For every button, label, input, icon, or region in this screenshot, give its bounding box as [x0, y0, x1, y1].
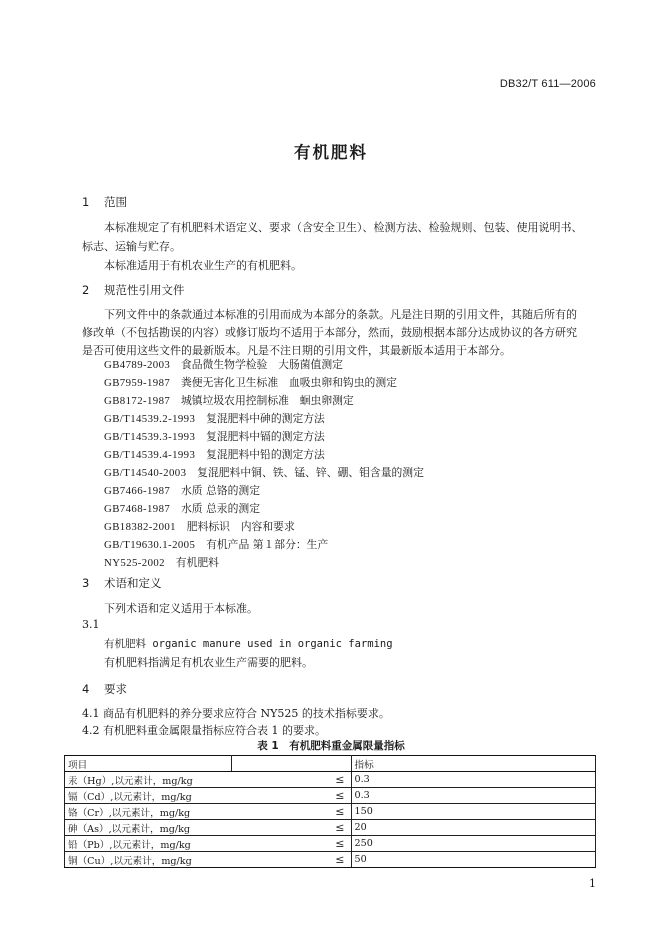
- section-1-heading: [82, 194, 127, 210]
- row-operator: ≤: [232, 804, 352, 820]
- reference-item: [104, 393, 354, 408]
- reference-code: GB/T14539.4-1993: [104, 449, 196, 461]
- reference-title: 水质 总铬的测定: [180, 484, 260, 497]
- term-definition: 有机肥料指满足有机农业生产需要的肥料。: [104, 656, 313, 669]
- section-4-heading: [82, 681, 127, 697]
- reference-item: [104, 519, 295, 534]
- row-value: 0.3: [351, 788, 596, 804]
- reference-code: GB/T14540-2003: [104, 467, 187, 479]
- row-item: 镉（Cd）,以元素计，mg/kg: [65, 788, 232, 804]
- section-number: 4: [82, 682, 90, 696]
- row-value: 50: [351, 852, 596, 868]
- section-title: 范围: [104, 195, 127, 209]
- row-operator: ≤: [232, 788, 352, 804]
- reference-title: 有机肥料: [175, 556, 219, 569]
- reference-item: [104, 375, 397, 390]
- reference-code: GB7468-1987: [104, 503, 171, 515]
- reference-title: 有机产品 第１部分：生产: [206, 538, 329, 551]
- section-2-heading: [82, 282, 185, 298]
- reference-item: [104, 501, 260, 516]
- row-item: 铬（Cr）,以元素计，mg/kg: [65, 804, 232, 820]
- term-entry: 有机肥料 organic manure used in organic farming: [104, 638, 393, 650]
- table-row: [65, 772, 596, 788]
- column-header-value: 指标: [351, 756, 596, 772]
- reference-item: [104, 357, 343, 372]
- reference-title: 城镇垃圾农用控制标准 蛔虫卵测定: [180, 394, 354, 407]
- reference-code: GB4789-2003: [104, 359, 171, 371]
- row-item: 铅（Pb）,以元素计，mg/kg: [65, 836, 232, 852]
- reference-title: 复混肥料中砷的测定方法: [206, 412, 325, 425]
- table-header-row: [65, 756, 596, 772]
- table-row: [65, 804, 596, 820]
- section-title: 术语和定义: [104, 576, 162, 590]
- reference-code: NY525-2002: [104, 557, 165, 569]
- reference-title: 复混肥料中铅的测定方法: [206, 448, 325, 461]
- reference-code: GB/T14539.2-1993: [104, 413, 196, 425]
- table-row: [65, 820, 596, 836]
- section-title: 规范性引用文件: [104, 283, 185, 297]
- reference-title: 粪便无害化卫生标准 血吸虫卵和钩虫的测定: [180, 376, 397, 389]
- reference-item: [104, 537, 328, 552]
- scope-para-line-1: 本标准规定了有机肥料术语定义、要求（含安全卫生）、检测方法、检验规则、包装、使用说明书、: [104, 221, 583, 234]
- reference-title: 复混肥料中镉的测定方法: [206, 430, 325, 443]
- reference-item: [104, 411, 325, 426]
- row-value: 150: [351, 804, 596, 820]
- reference-code: GB/T14539.3-1993: [104, 431, 196, 443]
- heavy-metal-limits-table: [64, 755, 596, 868]
- section-3-heading: [82, 575, 162, 591]
- table-row: [65, 788, 596, 804]
- row-item: 砷（As）,以元素计，mg/kg: [65, 820, 232, 836]
- refs-intro-line-2: 修改单（不包括勘误的内容）或修订版均不适用于本部分，然而，鼓励根据本部分达成协议的各方研究: [82, 326, 577, 339]
- scope-para-2: 本标准适用于有机农业生产的有机肥料。: [104, 259, 302, 272]
- standard-code: DB32/T 611—2006: [499, 78, 596, 90]
- table-caption: 表 1 有机肥料重金属限量指标: [257, 740, 405, 752]
- section-title: 要求: [104, 682, 127, 696]
- row-operator: ≤: [232, 852, 352, 868]
- reference-title: 食品微生物学检验 大肠菌值测定: [180, 358, 343, 371]
- row-operator: ≤: [232, 772, 352, 788]
- row-operator: ≤: [232, 836, 352, 852]
- reference-code: GB18382-2001: [104, 521, 176, 533]
- row-value: 0.3: [351, 772, 596, 788]
- reference-title: 肥料标识 内容和要求: [186, 520, 295, 533]
- row-value: 250: [351, 836, 596, 852]
- reference-item: [104, 447, 325, 462]
- reference-item: [104, 465, 424, 480]
- refs-intro-line-1: 下列文件中的条款通过本标准的引用而成为本部分的条款。凡是注日期的引用文件，其随后所有的: [104, 308, 577, 321]
- reference-code: GB/T19630.1-2005: [104, 539, 196, 551]
- table-row: [65, 836, 596, 852]
- row-operator: ≤: [232, 820, 352, 836]
- requirement-4-2: 4.2 有机肥料重金属限量指标应符合表 1 的要求。: [82, 724, 326, 737]
- row-item: 铜（Cu）,以元素计，mg/kg: [65, 852, 232, 868]
- reference-item: [104, 429, 325, 444]
- page-number: 1: [589, 877, 596, 890]
- terms-intro: 下列术语和定义适用于本标准。: [104, 602, 258, 615]
- section-number: 2: [82, 283, 90, 297]
- document-title: 有机肥料: [294, 143, 368, 162]
- column-header-item: 项目: [65, 756, 232, 772]
- table-row: [65, 852, 596, 868]
- reference-code: GB7466-1987: [104, 485, 171, 497]
- refs-intro-line-3: 是否可使用这些文件的最新版本。凡是不注日期的引用文件，其最新版本适用于本部分。: [82, 344, 511, 357]
- row-value: 20: [351, 820, 596, 836]
- reference-code: GB8172-1987: [104, 395, 171, 407]
- section-number: 3: [82, 576, 90, 590]
- reference-title: 复混肥料中铜、铁、锰、锌、硼、钼含量的测定: [197, 466, 424, 479]
- reference-code: GB7959-1987: [104, 377, 171, 389]
- scope-para-line-2: 标志、运输与贮存。: [82, 240, 181, 253]
- reference-title: 水质 总汞的测定: [180, 502, 260, 515]
- column-header-spacer: [232, 756, 352, 772]
- section-number: 1: [82, 195, 90, 209]
- row-item: 汞（Hg）,以元素计，mg/kg: [65, 772, 232, 788]
- subsection-number: 3.1: [82, 618, 100, 631]
- requirement-4-1: 4.1 商品有机肥料的养分要求应符合 NY525 的技术指标要求。: [82, 707, 390, 720]
- reference-item: [104, 483, 260, 498]
- reference-item: [104, 555, 219, 570]
